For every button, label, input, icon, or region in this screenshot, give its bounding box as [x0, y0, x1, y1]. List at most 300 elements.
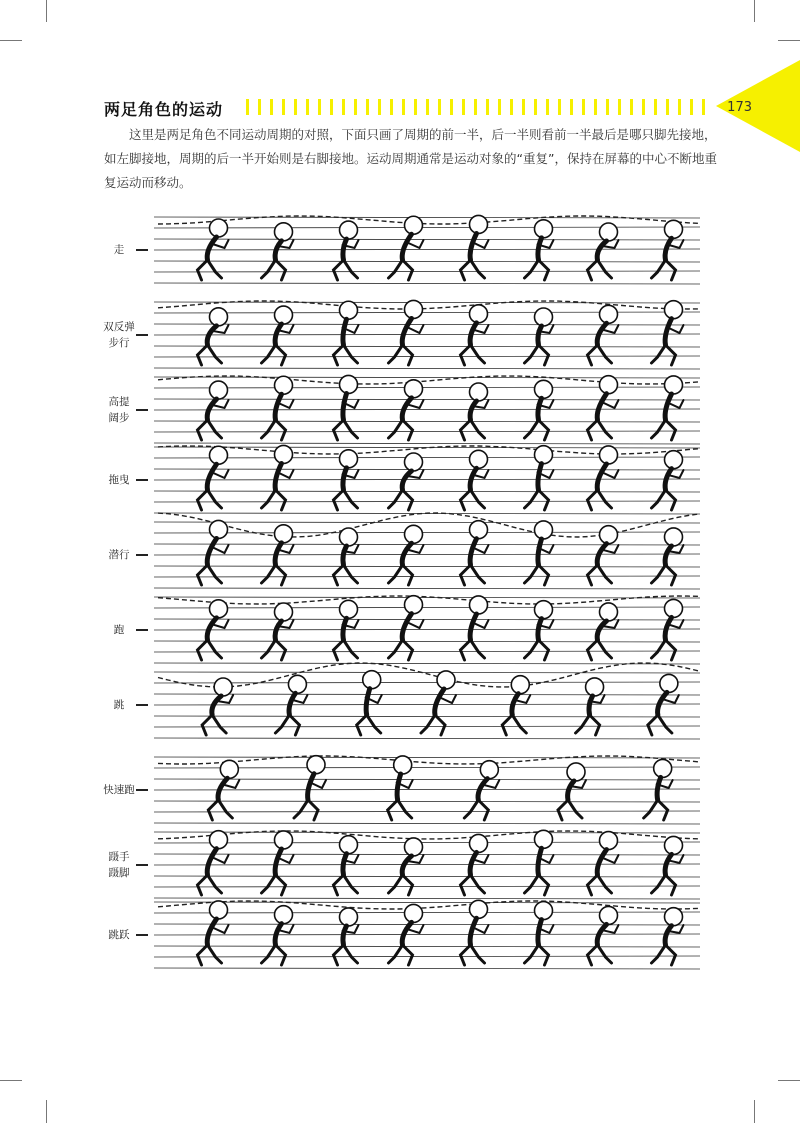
ruled-line [154, 588, 700, 589]
figure-leg [525, 875, 539, 893]
figure-leg [403, 345, 413, 365]
ruled-line [154, 409, 700, 410]
ruled-line [154, 934, 700, 935]
figure-leg [652, 490, 666, 508]
figure-leg [539, 875, 549, 895]
figure-body [207, 849, 216, 875]
figure-head [535, 601, 553, 619]
figure-body [470, 614, 476, 640]
figure-leg [344, 945, 358, 963]
figure-leg [461, 640, 471, 660]
figure-head [480, 761, 498, 779]
row-label-tick [136, 249, 148, 251]
figure-leg [588, 565, 598, 585]
figure-leg [208, 260, 222, 278]
figure-leg [598, 490, 612, 508]
figure-body [597, 464, 606, 490]
figure-body [470, 918, 476, 945]
figure-arm [440, 695, 456, 703]
figure-body [589, 696, 593, 715]
figure-leg [357, 715, 367, 735]
figure-head [363, 671, 381, 689]
figure-head [210, 600, 228, 618]
ruled-line [154, 902, 700, 903]
figure-leg [334, 875, 344, 895]
figure-body [402, 614, 411, 640]
ruled-line [154, 334, 700, 335]
ruled-line [154, 663, 700, 664]
figure-leg [403, 490, 413, 510]
figure-head [275, 306, 293, 324]
ruled-line [154, 789, 700, 790]
figure-leg [525, 640, 539, 658]
figure-leg [403, 640, 413, 660]
ruled-line [154, 738, 700, 739]
row-label-line: 拖曳 [108, 474, 130, 486]
row-band [154, 900, 700, 969]
ruled-line [154, 479, 700, 480]
figure-leg [525, 945, 539, 963]
figure-body [597, 394, 606, 420]
figure-leg [398, 800, 412, 818]
figure-leg [539, 945, 549, 965]
figure-body [207, 326, 216, 345]
figure-leg [598, 875, 612, 893]
figure-head [665, 376, 683, 394]
ruled-line [154, 801, 700, 802]
stick-figure [334, 301, 359, 365]
row-label-line: 潜行 [108, 549, 130, 561]
figure-body [435, 689, 444, 715]
figure-body [538, 848, 542, 875]
figure-body [275, 924, 281, 945]
crop-mark [46, 1100, 47, 1123]
figure-leg [198, 875, 208, 895]
figure-leg [539, 640, 549, 660]
figure-body [397, 774, 401, 800]
figure-body [665, 394, 671, 420]
figure-head [340, 600, 358, 618]
figure-head [470, 383, 488, 401]
figure-body [597, 241, 606, 260]
figure-leg [276, 420, 286, 440]
ruled-line [154, 522, 700, 523]
figure-leg [276, 945, 286, 965]
figure-head [340, 908, 358, 926]
stick-figure [334, 600, 359, 660]
stick-figure [262, 831, 294, 895]
figure-leg [388, 800, 398, 820]
figure-body [343, 393, 347, 420]
figure-head [600, 376, 618, 394]
figure-head [405, 380, 423, 398]
figure-leg [403, 945, 413, 965]
figure-leg [262, 945, 276, 963]
figure-leg [334, 490, 344, 510]
ruled-line [154, 672, 700, 673]
stick-figure [652, 376, 684, 440]
figure-leg [590, 715, 600, 735]
ruled-line [154, 968, 700, 969]
figure-leg [471, 565, 485, 583]
figure-leg [588, 640, 598, 660]
figure-leg [212, 715, 226, 733]
figure-leg [344, 420, 358, 438]
figure-leg [276, 565, 286, 585]
stick-figure [389, 216, 424, 280]
figure-head [210, 308, 228, 326]
figure-head [275, 445, 293, 463]
figure-head [665, 301, 683, 319]
stick-figure [334, 836, 359, 895]
figure-head [275, 223, 293, 241]
title-stripe-decoration [246, 99, 706, 115]
figure-leg [262, 260, 276, 278]
figure-leg [471, 945, 485, 963]
figure-head [470, 834, 488, 852]
row-label-tick [136, 704, 148, 706]
ruled-line [154, 431, 700, 432]
figure-leg [576, 715, 590, 733]
figure-body [275, 621, 281, 640]
ruled-line [154, 377, 700, 378]
stick-figure [461, 900, 489, 965]
figure-leg [461, 420, 471, 440]
figure-body [343, 319, 347, 345]
figure-leg [598, 945, 612, 963]
figure-leg [294, 800, 308, 818]
stick-figure [389, 300, 424, 365]
figure-leg [525, 565, 539, 583]
figure-head [340, 836, 358, 854]
stick-figure [334, 221, 359, 280]
figure-body [308, 774, 314, 800]
figure-body [207, 538, 216, 565]
figure-leg [344, 565, 358, 583]
ruled-line [154, 576, 700, 577]
stick-figure [525, 830, 554, 895]
figure-head [665, 599, 683, 617]
figure-leg [588, 490, 598, 510]
intro-paragraph: 这里是两足角色不同运动周期的对照，下面只画了周期的前一半，后一半则看前一半最后是哪只脚先接地，如左脚接地，周期的后一半开始则是右脚接地。运动周期通常是运动对象的“重复”，保持在屏幕的中心不断地重复运动而移动。 [104, 127, 717, 190]
figure-leg [344, 345, 358, 363]
figure-leg [461, 490, 471, 510]
trajectory-curve [158, 663, 698, 687]
figure-head [437, 671, 455, 689]
figure-body [597, 850, 606, 875]
figure-leg [568, 800, 582, 818]
figure-head [405, 904, 423, 922]
row-band [154, 215, 700, 284]
row-label-line: 步行 [108, 337, 130, 349]
row-label-tick [136, 334, 148, 336]
stick-figure [461, 215, 489, 280]
crop-mark [778, 1080, 800, 1081]
figure-leg [208, 640, 222, 658]
figure-leg [539, 345, 549, 365]
figure-head [340, 301, 358, 319]
figure-leg [471, 260, 485, 278]
stick-figure [262, 306, 294, 365]
figure-body [275, 241, 281, 260]
row-band [154, 300, 700, 369]
figure-leg [198, 260, 208, 280]
figure-leg [276, 260, 286, 280]
figure-body [343, 546, 347, 565]
figure-head [600, 446, 618, 464]
ruled-line [154, 912, 700, 913]
stick-figure [262, 906, 294, 965]
figure-body [402, 471, 411, 490]
figure-leg [389, 490, 403, 508]
figure-leg [208, 945, 222, 963]
ruled-line [154, 779, 700, 780]
figure-leg [598, 260, 612, 278]
figure-body [665, 319, 671, 345]
row-label-line: 阔步 [108, 412, 130, 424]
crop-mark [778, 40, 800, 41]
figure-body [538, 464, 542, 490]
row-label-line: 蹑脚 [108, 867, 130, 879]
figure-leg [666, 945, 676, 965]
ruled-line [154, 946, 700, 947]
stick-figure [389, 596, 424, 660]
row-band [154, 596, 700, 664]
figure-leg [652, 345, 666, 363]
figure-leg [539, 490, 549, 510]
figure-leg [461, 565, 471, 585]
figure-head [535, 521, 553, 539]
figure-leg [588, 875, 598, 895]
figure-head [535, 380, 553, 398]
section-title: 两足角色的运动 [104, 100, 224, 119]
figure-body [343, 468, 347, 490]
ruled-line [154, 356, 700, 357]
stick-figure [461, 596, 489, 660]
figure-leg [666, 345, 676, 365]
ruled-line [154, 554, 700, 555]
figure-leg [471, 420, 485, 438]
figure-leg [461, 260, 471, 280]
crop-mark [0, 1080, 22, 1081]
figure-leg [198, 345, 208, 365]
figure-leg [334, 345, 344, 365]
figure-leg [367, 715, 381, 733]
figure-head [214, 678, 232, 696]
figure-arm [603, 400, 619, 408]
figure-leg [198, 490, 208, 510]
figure-body [212, 696, 221, 715]
row-label-tick [136, 864, 148, 866]
row-label-line: 走 [113, 244, 125, 256]
figure-body [597, 924, 606, 945]
ruled-line [154, 956, 700, 957]
figure-body [343, 618, 347, 640]
stick-figure [421, 671, 456, 735]
figure-head [535, 902, 553, 920]
figure-head [340, 450, 358, 468]
figure-head [288, 675, 306, 693]
ruled-line [154, 823, 700, 824]
figure-leg [652, 945, 666, 963]
figure-head [600, 832, 618, 850]
ruled-line [154, 811, 700, 812]
stick-figure [198, 831, 229, 895]
figure-body [343, 926, 347, 945]
figure-head [665, 220, 683, 238]
ruled-line [154, 457, 700, 458]
figure-body [470, 401, 476, 420]
figure-head [470, 521, 488, 539]
figure-arm [213, 855, 229, 863]
row-label-tick [136, 934, 148, 936]
row-band [154, 663, 700, 739]
figure-leg [666, 875, 676, 895]
figure-head [470, 450, 488, 468]
ruled-line [154, 249, 700, 250]
figure-head [654, 759, 672, 777]
row-label-tick [136, 409, 148, 411]
figure-leg [334, 420, 344, 440]
figure-arm [408, 620, 424, 628]
figure-leg [208, 800, 218, 820]
ruled-line [154, 607, 700, 608]
ruled-line [154, 302, 700, 303]
figure-body [402, 318, 411, 345]
figure-leg [344, 640, 358, 658]
figure-head [220, 760, 238, 778]
stick-figure [461, 305, 489, 365]
figure-leg [262, 345, 276, 363]
ruled-line [154, 566, 700, 567]
figure-leg [198, 565, 208, 585]
row-label-tick [136, 789, 148, 791]
figure-leg [344, 875, 358, 893]
figure-body [402, 922, 411, 945]
row-label-tick [136, 479, 148, 481]
figure-leg [471, 345, 485, 363]
figure-head [535, 308, 553, 326]
figure-leg [598, 565, 612, 583]
figure-head [275, 906, 293, 924]
figure-leg [344, 490, 358, 508]
figure-leg [658, 715, 672, 733]
figure-body [597, 621, 606, 640]
figure-leg [502, 715, 512, 735]
figure-body [275, 394, 281, 420]
figure-leg [198, 945, 208, 965]
figure-leg [218, 800, 232, 818]
figure-leg [648, 715, 658, 735]
figure-body [665, 854, 671, 875]
ruled-line [154, 629, 700, 630]
figure-head [340, 221, 358, 239]
figure-leg [334, 565, 344, 585]
figure-leg [525, 260, 539, 278]
ruled-line [154, 443, 700, 444]
ruled-line [154, 757, 700, 758]
figure-body [402, 398, 411, 420]
figure-leg [202, 715, 212, 735]
figure-body [665, 546, 671, 565]
figure-leg [588, 420, 598, 440]
row-label-line: 跑 [113, 624, 125, 636]
figure-head [511, 676, 529, 694]
figure-leg [588, 945, 598, 965]
figure-leg [262, 640, 276, 658]
figure-head [275, 603, 293, 621]
figure-body [538, 539, 542, 565]
figure-leg [389, 420, 403, 438]
ruled-line [154, 271, 700, 272]
figure-leg [344, 260, 358, 278]
figure-head [470, 215, 488, 233]
figure-leg [666, 640, 676, 660]
figure-leg [512, 715, 526, 733]
ruled-line [154, 651, 700, 652]
figure-leg [652, 640, 666, 658]
figure-body [470, 323, 476, 345]
row-band [154, 830, 700, 899]
figure-leg [198, 420, 208, 440]
crop-mark [754, 1100, 755, 1123]
figure-leg [403, 875, 413, 895]
stick-figure [198, 446, 229, 510]
figure-leg [539, 565, 549, 585]
figure-head [665, 908, 683, 926]
figure-head [600, 305, 618, 323]
figure-arm [213, 925, 229, 933]
stick-figure [262, 445, 294, 510]
figure-head [567, 763, 585, 781]
figure-head [535, 446, 553, 464]
figure-leg [275, 715, 289, 733]
figure-leg [461, 875, 471, 895]
row-band [154, 513, 700, 589]
stick-figure [652, 301, 684, 365]
figure-leg [471, 490, 485, 508]
figure-head [535, 220, 553, 238]
ruled-line [154, 682, 700, 683]
ruled-line [154, 694, 700, 695]
figure-leg [652, 420, 666, 438]
stick-figure [198, 308, 229, 365]
figure-head [275, 376, 293, 394]
figure-leg [525, 345, 539, 363]
figure-head [600, 223, 618, 241]
figure-head [210, 446, 228, 464]
figure-body [275, 543, 281, 565]
figure-body [289, 693, 295, 715]
stick-figure [334, 375, 359, 440]
figure-head [665, 451, 683, 469]
ruled-line [154, 501, 700, 502]
figure-leg [208, 565, 222, 583]
stick-figure [357, 671, 382, 735]
figure-leg [334, 945, 344, 965]
figure-body [470, 539, 476, 565]
figure-head [665, 528, 683, 546]
figure-leg [276, 875, 286, 895]
figure-head [210, 381, 228, 399]
figure-leg [276, 640, 286, 660]
figure-body [207, 919, 216, 945]
crop-mark [754, 0, 755, 22]
stick-figure [389, 525, 424, 585]
figure-head [307, 756, 325, 774]
figure-leg [461, 945, 471, 965]
figure-head [210, 219, 228, 237]
